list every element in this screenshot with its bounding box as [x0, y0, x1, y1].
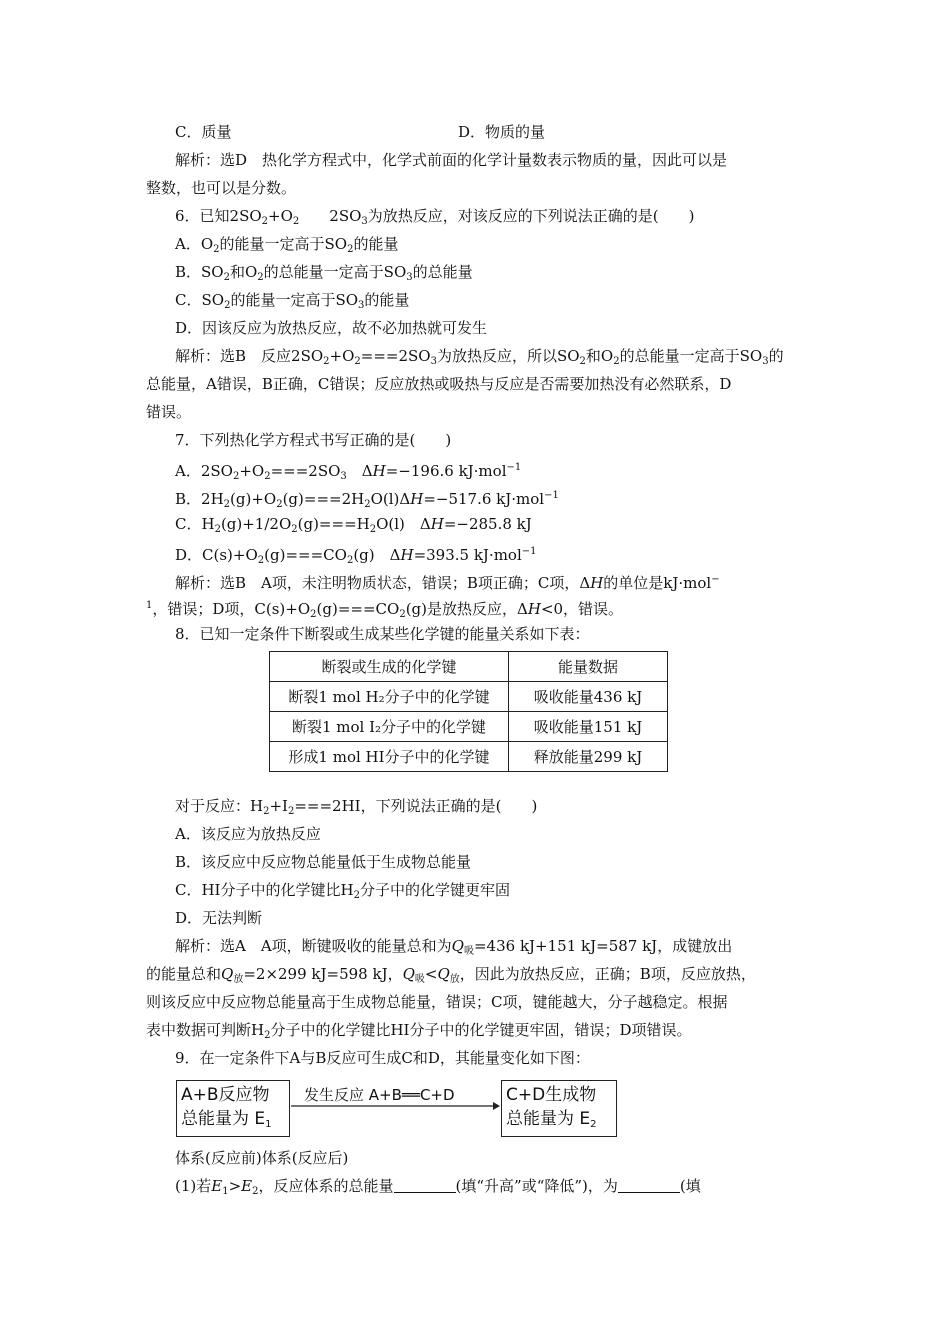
q5-analysis-line1: 解析：选D 热化学方程式中，化学式前面的化学计量数表示物质的量，因此可以是 [175, 151, 728, 169]
q8-stem: 8．已知一定条件下断裂或生成某些化学键的能量关系如下表： [175, 625, 590, 643]
q8-analysis-line2: 的能量总和$Q_放=2\times 299$ kJ=598 kJ，$Q_吸<Q_放$，因此为放热反应，正确；B项，反应放热， [146, 965, 756, 985]
q8-analysis-line4: 表中数据可判断$H_2$分子中的化学键比HI分子中的化学键更牢固，错误；D项错误。 [146, 1021, 692, 1041]
q8-option-c: C．HI分子中的化学键比$H_2$分子中的化学键更牢固 [175, 881, 510, 901]
q5-options [175, 122, 546, 142]
product-energy-box: C+D生成物 总能量为 $E_2$ [501, 1080, 617, 1137]
q7-option-d: D．$C(s)+O_2(g)===CO_2(g)$ ΔH=393.5 kJ·mol$^{-1}$ [175, 546, 537, 566]
q8-option-a: A．该反应为放热反应 [175, 825, 321, 843]
reaction-arrow-icon [291, 1100, 501, 1112]
q6-analysis-line1: 解析：选B 反应$2SO_2+O_2===2SO_3$为放热反应，所以$SO_2$和$O_2$的总能量一定高于$SO_3$的 [175, 347, 784, 367]
q5-option-d: D．物质的量 [458, 123, 546, 141]
table-cell: 形成1 mol HI分子中的化学键 [270, 742, 509, 772]
q8-analysis-line1: 解析：选A A项，断键吸收的能量总和为$Q_吸=436$ kJ+151 kJ=587 kJ，成键放出 [175, 937, 733, 957]
table-cell: 断裂1 mol I₂分子中的化学键 [270, 712, 509, 742]
reaction-arrow-label: 发生反应 A+B══C+D [304, 1086, 455, 1104]
table-row [270, 712, 668, 742]
table-header-row [270, 652, 668, 682]
q7-stem: 7．下列热化学方程式书写正确的是( ) [175, 431, 452, 449]
q5-option-c: C．质量 [175, 123, 232, 141]
q9-caption: 体系(反应前)体系(反应后) [175, 1149, 349, 1167]
reactant-energy-box: A+B反应物 总能量为 $E_1$ [176, 1080, 290, 1137]
q6-analysis-line3: 错误。 [146, 403, 192, 421]
table-header: 能量数据 [509, 652, 668, 682]
q7-option-b: B．$2H_2(g)+O_2(g)===2H_2O(l)\Delta H=-517.6$ kJ·mol$^{-1}$ [175, 490, 559, 510]
bond-energy-table [269, 651, 668, 772]
q7-option-c: C．$H_2(g)+1/2O_2(g)===H_2O(l)$ ΔH=−285.8 kJ [175, 515, 532, 535]
q6-option-c: C．$SO_2$的能量一定高于$SO_3$的能量 [175, 291, 410, 311]
q7-analysis-line1: 解析：选B A项，未注明物质状态，错误；B项正确；C项，ΔH的单位是kJ·mol− [175, 574, 720, 592]
table-cell: 释放能量299 kJ [509, 742, 668, 772]
table-row [270, 682, 668, 712]
table-cell: 吸收能量151 kJ [509, 712, 668, 742]
table-row [270, 742, 668, 772]
table-cell: 吸收能量436 kJ [509, 682, 668, 712]
q6-option-d: D．因该反应为放热反应，故不必加热就可发生 [175, 319, 488, 337]
q9-stem: 9．在一定条件下A与B反应可生成C和D，其能量变化如下图： [175, 1049, 590, 1067]
q6-option-b: B．$SO_2$和$O_2$的总能量一定高于$SO_3$的总能量 [175, 263, 473, 283]
answer-blank[interactable] [618, 1178, 680, 1193]
q6-option-a: A．$O_2$的能量一定高于$SO_2$的能量 [175, 235, 399, 255]
q7-analysis-line2: $^1$，错误；D项，$C(s)+O_2(g)===CO_2(g)$是放热反应，ΔH<0，错误。 [146, 600, 624, 620]
q8-option-b: B．该反应中反应物总能量低于生成物总能量 [175, 853, 472, 871]
q9-sub-question-1: (1)若$E_1>E_2$，反应体系的总能量 (填“升高”或“降低”)，为 (填 [175, 1177, 701, 1197]
q7-option-a: A．$2SO_2+O_2===2SO_3$ ΔH=−196.6 kJ·mol$^{-1}$ [175, 462, 522, 482]
q6-analysis-line2: 总能量，A错误，B正确，C错误；反应放热或吸热与反应是否需要加热没有必然联系，D [146, 375, 732, 393]
q8-question: 对于反应：$H_2+I_2===2HI$，下列说法正确的是( ) [175, 797, 538, 817]
q6-stem: 6．已知$2SO_2+O_2$ $2SO_3$为放热反应，对该反应的下列说法正确的是( ) [175, 207, 695, 227]
table-header: 断裂或生成的化学键 [270, 652, 509, 682]
q5-analysis-line2: 整数，也可以是分数。 [146, 179, 297, 197]
answer-blank[interactable] [394, 1178, 456, 1193]
q8-analysis-line3: 则该反应中反应物总能量高于生成物总能量，错误；C项，键能越大，分子越稳定。根据 [146, 993, 728, 1011]
q8-option-d: D．无法判断 [175, 909, 263, 927]
table-cell: 断裂1 mol H₂分子中的化学键 [270, 682, 509, 712]
